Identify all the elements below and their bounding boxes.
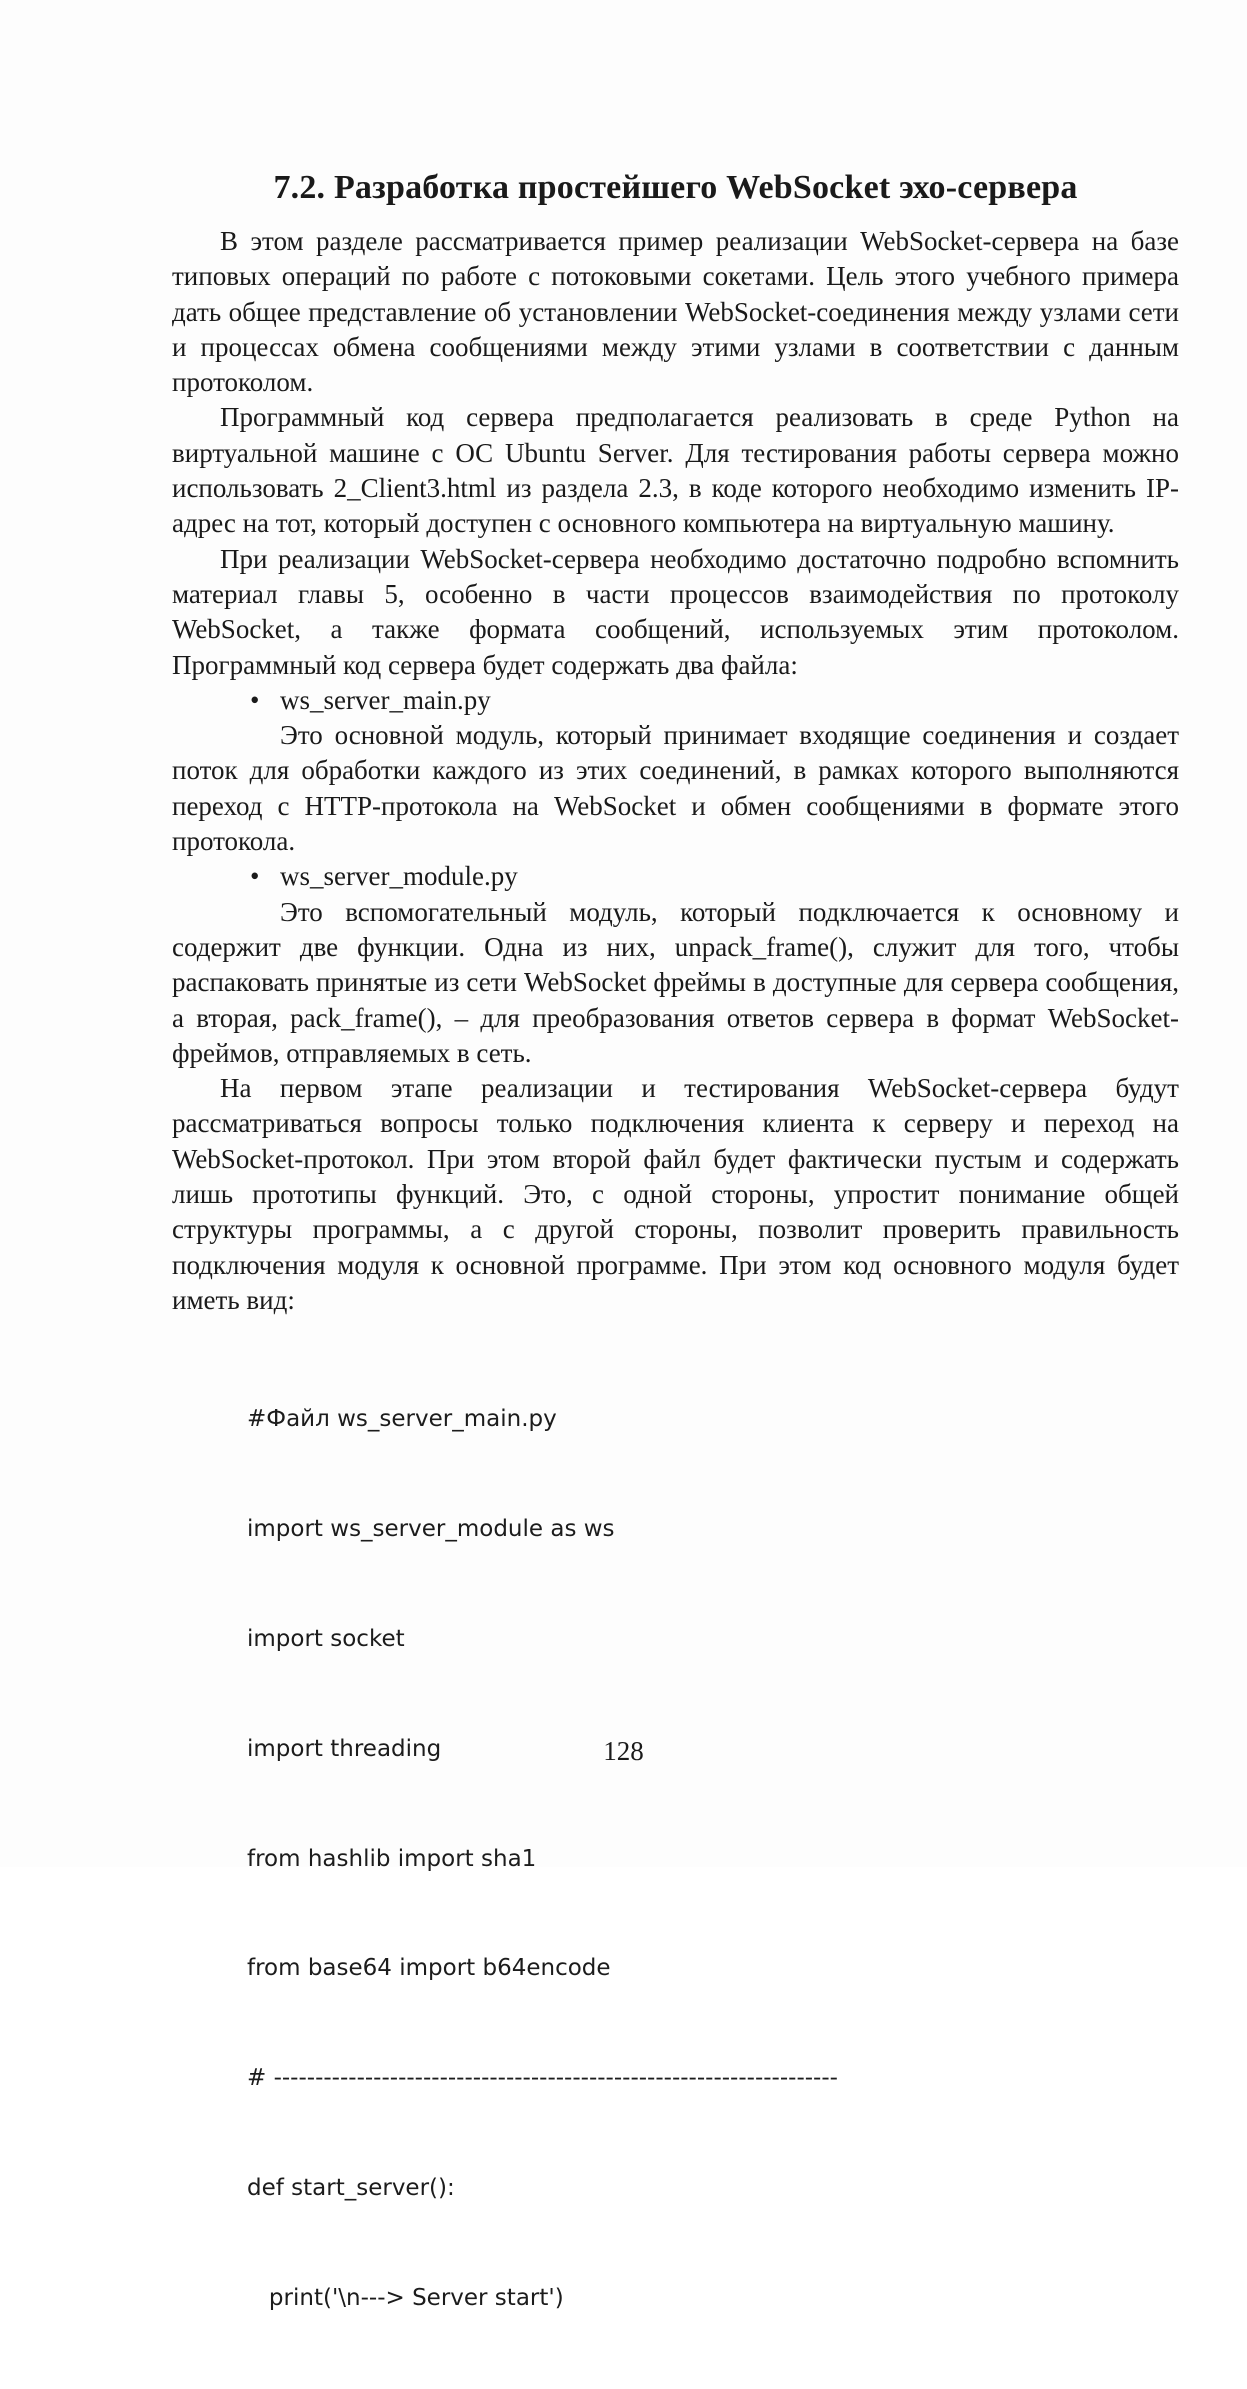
code-line: import socket [247, 1625, 405, 1652]
file-description-module: Это вспомогательный модуль, который подключается к основному и содержит две функции. Одна из них, unpack_frame(), служит для того, чтобы распаковать принятые из сети WebSocket фреймы в доступные для сервера сообщения, а вторая, pack_frame(), – для преобразования ответов сервера в формат WebSocket-фреймов, отправляемых в сеть. [172, 896, 1179, 1068]
paragraph-files-intro: При реализации WebSocket-сервера необходимо достаточно подробно вспомнить материал главы 5, особенно в части процессов взаимодействия по протоколу WebSocket, а также формата сообщений, используемых этим протоколом. Программный код сервера будет содержать два файла: [172, 543, 1179, 680]
bullet-dot-icon: • [250, 684, 260, 715]
paragraph-first-stage: На первом этапе реализации и тестирования WebSocket-сервера будут рассматриваться вопросы только подключения клиента к серверу и переход на WebSocket-протокол. При этом второй файл будет фактически пустым и содержать лишь прототипы функций. Это, с одной стороны, упростит понимание общей структуры программы, а с другой стороны, позволит проверить правильность подключения модуля к основной программе. При этом код основного модуля будет иметь вид: [172, 1073, 1179, 1315]
page-content [172, 166, 1179, 2389]
code-line: import ws_server_module as ws [247, 1516, 615, 1543]
section-title: 7.2. Разработка простейшего WebSocket эхо-сервера [273, 169, 1078, 206]
file-name-main: ws_server_main.py [280, 684, 491, 715]
code-line: #Файл ws_server_main.py [247, 1406, 557, 1433]
file-description-main: Это основной модуль, который принимает входящие соединения и создает поток для обработки каждого из этих соединений, в рамках которого выполняются переход с HTTP-протокола на WebSocket и обмен сообщениями в формате этого протокола. [172, 720, 1179, 857]
paragraph-environment: Программный код сервера предполагается реализовать в среде Python на виртуальной машине с ОС Ubuntu Server. Для тестирования работы сервера можно использовать 2_Client3.html из раздела 2.3, в коде которого необходимо изменить IP-адрес на тот, который доступен с основного компьютера на виртуальную машину. [172, 402, 1179, 539]
page-number: 128 [603, 1736, 644, 1766]
file-name-module: ws_server_module.py [280, 861, 518, 892]
code-line: from hashlib import sha1 [247, 1845, 537, 1872]
code-listing [247, 1328, 1179, 2389]
bullet-item-module-file [172, 859, 1179, 894]
code-line: # -------------------------------------------------------------------- [247, 2065, 838, 2092]
bullet-item-main-file [172, 683, 1179, 718]
code-line: def start_server(): [247, 2174, 455, 2201]
bullet-dot-icon: • [250, 861, 260, 892]
paragraph-intro: В этом разделе рассматривается пример реализации WebSocket-сервера на базе типовых операций по работе с потоковыми сокетами. Цель этого учебного примера дать общее представление об установлении WebSocket-соединения между узлами сети и процессах обмена сообщениями между этими узлами в соответствии с данным протоколом. [172, 226, 1179, 398]
code-line: from base64 import b64encode [247, 1955, 611, 1982]
code-line: print('\n---> Server start') [247, 2284, 564, 2311]
code-line: import threading [247, 1735, 442, 1762]
